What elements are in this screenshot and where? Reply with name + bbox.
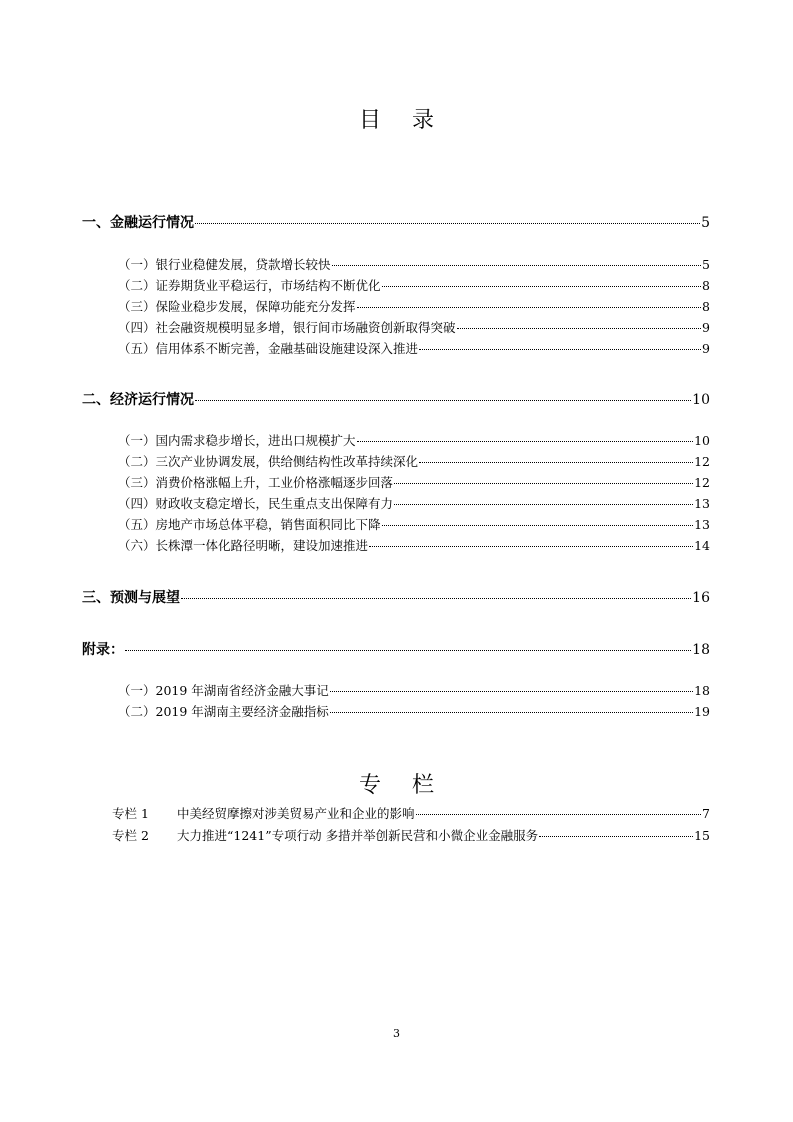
- page-number: 3: [393, 1027, 400, 1040]
- leader-dots: [181, 598, 691, 599]
- toc-page-number: 8: [702, 299, 710, 314]
- toc-page-number: 10: [692, 392, 710, 408]
- toc-page-number: 18: [692, 642, 710, 658]
- toc-item-label: （二）2019 年湖南主要经济金融指标: [118, 704, 329, 719]
- toc-item[interactable]: [118, 473, 710, 491]
- toc-page-number: 13: [694, 496, 710, 511]
- toc-page-number: 12: [694, 475, 710, 490]
- toc-page-number: 19: [694, 704, 710, 719]
- toc-section-1[interactable]: [82, 212, 710, 232]
- column-entry[interactable]: [112, 826, 710, 844]
- toc-item-label: （二）三次产业协调发展，供给侧结构性改革持续深化: [118, 454, 419, 469]
- toc-item-label: （三）消费价格涨幅上升，工业价格涨幅逐步回落: [118, 475, 394, 490]
- sidebar-title: 专 栏: [359, 773, 446, 798]
- toc-item[interactable]: [118, 681, 710, 699]
- leader-dots: [357, 441, 694, 442]
- toc-item[interactable]: [118, 431, 710, 449]
- toc-page-number: 5: [702, 257, 710, 272]
- toc-title: 目 录: [359, 108, 446, 133]
- toc-item[interactable]: [118, 536, 710, 554]
- toc-item-label: （四）社会融资规模明显多增，银行间市场融资创新取得突破: [118, 320, 456, 335]
- leader-dots: [195, 400, 691, 401]
- leader-dots: [332, 265, 702, 266]
- leader-dots: [330, 712, 693, 713]
- leader-dots: [369, 546, 693, 547]
- toc-item[interactable]: [118, 702, 710, 720]
- leader-dots: [382, 286, 702, 287]
- toc-page-number: 7: [702, 806, 710, 821]
- leader-dots: [125, 650, 691, 651]
- column-label: 大力推进“1241”专项行动 多措并举创新民营和小微企业金融服务: [177, 828, 539, 843]
- toc-item-label: （三）保险业稳步发展，保障功能充分发挥: [118, 299, 356, 314]
- toc-section-label: 一、金融运行情况: [82, 215, 194, 231]
- toc-item[interactable]: [118, 452, 710, 470]
- toc-item-label: （六）长株潭一体化路径明晰，建设加速推进: [118, 538, 369, 553]
- toc-section-label: 三、预测与展望: [82, 590, 180, 606]
- toc-item-label: （一）2019 年湖南省经济金融大事记: [118, 683, 329, 698]
- toc-page-number: 15: [694, 828, 710, 843]
- toc-page-number: 14: [694, 538, 710, 553]
- toc-page-number: 12: [694, 454, 710, 469]
- toc-page-number: 16: [692, 590, 710, 606]
- column-tag: 专栏 2: [112, 828, 149, 843]
- toc-item[interactable]: [118, 339, 710, 357]
- toc-page-number: 8: [702, 278, 710, 293]
- column-tag: 专栏 1: [112, 806, 149, 821]
- toc-item-label: （五）房地产市场总体平稳，销售面积同比下降: [118, 517, 381, 532]
- toc-page-number: 10: [694, 433, 710, 448]
- toc-section-3[interactable]: [82, 587, 710, 607]
- toc-item[interactable]: [118, 276, 710, 294]
- toc-item-label: （二）证券期货业平稳运行，市场结构不断优化: [118, 278, 381, 293]
- leader-dots: [457, 328, 702, 329]
- leader-dots: [419, 462, 693, 463]
- toc-page-number: 18: [694, 683, 710, 698]
- toc-item[interactable]: [118, 297, 710, 315]
- leader-dots: [195, 223, 700, 224]
- leader-dots: [394, 504, 693, 505]
- toc-page-number: 5: [701, 215, 710, 231]
- column-entry[interactable]: [112, 804, 710, 822]
- toc-item[interactable]: [118, 494, 710, 512]
- leader-dots: [357, 307, 702, 308]
- toc-page-number: 9: [702, 341, 710, 356]
- toc-item-label: （一）国内需求稳步增长，进出口规模扩大: [118, 433, 356, 448]
- toc-section-appendix[interactable]: [82, 639, 710, 659]
- toc-section-2[interactable]: [82, 389, 710, 409]
- toc-item[interactable]: [118, 255, 710, 273]
- toc-item[interactable]: [118, 515, 710, 533]
- leader-dots: [382, 525, 694, 526]
- toc-item-label: （一）银行业稳健发展，贷款增长较快: [118, 257, 331, 272]
- leader-dots: [416, 814, 702, 815]
- toc-page-number: 9: [702, 320, 710, 335]
- toc-section-label: 附录：: [82, 642, 124, 658]
- toc-item-label: （五）信用体系不断完善，金融基础设施建设深入推进: [118, 341, 419, 356]
- leader-dots: [330, 691, 693, 692]
- toc-item-label: （四）财政收支稳定增长，民生重点支出保障有力: [118, 496, 394, 511]
- toc-page-number: 13: [694, 517, 710, 532]
- leader-dots: [419, 349, 701, 350]
- toc-item[interactable]: [118, 318, 710, 336]
- toc-section-label: 二、经济运行情况: [82, 392, 194, 408]
- column-label: 中美经贸摩擦对涉美贸易产业和企业的影响: [177, 806, 415, 821]
- leader-dots: [394, 483, 693, 484]
- leader-dots: [539, 836, 693, 837]
